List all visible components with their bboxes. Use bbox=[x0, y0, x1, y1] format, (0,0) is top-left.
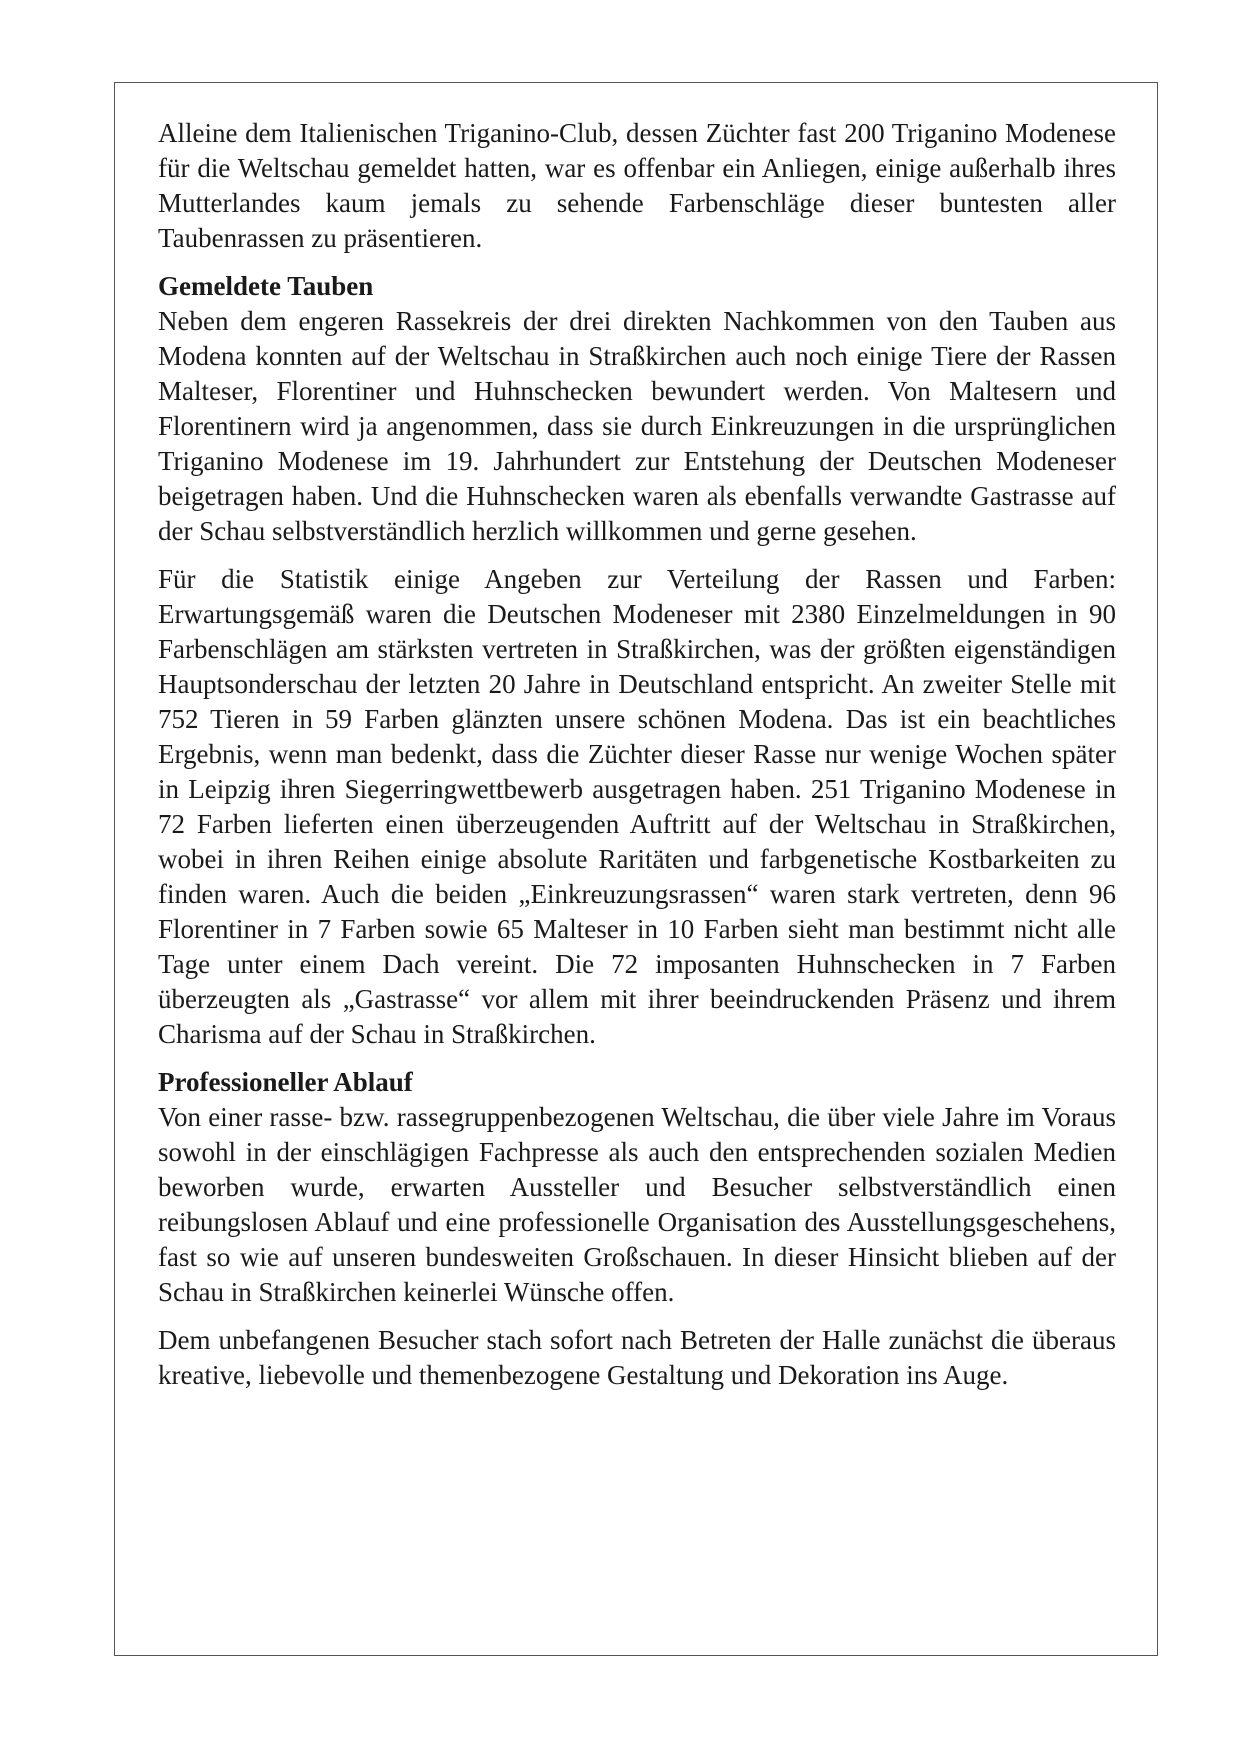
body-paragraph: Von einer rasse- bzw. rassegruppenbezogenen Weltschau, die über viele Jahre im Voraus sowohl in der einschlägigen Fachpresse als auch den entsprechenden sozialen Medien beworben wurde, erwarten Aussteller und Besucher selbstverständlich einen reibungslosen Ablauf und eine professionelle Organisation des Ausstellungsgeschehens, fast so wie auf unseren bundesweiten Großschauen. In dieser Hinsicht blieben auf der Schau in Straßkirchen keinerlei Wünsche offen. bbox=[158, 1102, 1116, 1307]
section-heading: Professioneller Ablauf bbox=[158, 1067, 413, 1097]
statistics-paragraph: Für die Statistik einige Angeben zur Verteilung der Rassen und Farben: Erwartungsgemäß waren die Deutschen Modeneser mit 2380 Einzelmeldungen in 90 Farbenschlägen am stärksten vertreten in Straßkirchen, was der größten eigenständigen Hauptsonderschau der letzten 20 Jahre in Deutschland entspricht. An zweiter Stelle mit 752 Tieren in 59 Farben glänzten unsere schönen Modena. Das ist ein beachtliches Ergebnis, wenn man bedenkt, dass die Züchter dieser Rasse nur wenige Wochen später in Leipzig ihren Siegerringwettbewerb ausgetragen haben. 251 Triganino Modenese in 72 Farben lieferten einen überzeugenden Auftritt auf der Weltschau in Straßkirchen, wobei in ihren Reihen einige absolute Raritäten und farbgenetische Kostbarkeiten zu finden waren. Auch die beiden „Einkreuzungsrassen“ waren stark vertreten, denn 96 Florentiner in 7 Farben sowie 65 Malteser in 10 Farben sieht man bestimmt nicht alle Tage unter einem Dach vereint. Die 72 imposanten Huhnschecken in 7 Farben überzeugten als „Gastrasse“ vor allem mit ihrer beeindruckenden Präsenz und ihrem Charisma auf der Schau in Straßkirchen. bbox=[158, 564, 1116, 1049]
intro-paragraph: Alleine dem Italienischen Triganino-Club, dessen Züchter fast 200 Triganino Modenese für die Weltschau gemeldet hatten, war es offenbar ein Anliegen, einige außerhalb ihres Mutterlandes kaum jemals zu sehende Farbenschläge dieser buntesten aller Taubenrassen zu präsentieren. bbox=[158, 118, 1116, 253]
section-gemeldete-tauben bbox=[158, 269, 1116, 1052]
section-professioneller-ablauf bbox=[158, 1065, 1116, 1393]
body-paragraph: Dem unbefangenen Besucher stach sofort nach Betreten der Halle zunächst die überaus kreative, liebevolle und themenbezogene Gestaltung und Dekoration ins Auge. bbox=[158, 1325, 1116, 1390]
body-paragraph: Neben dem engeren Rassekreis der drei direkten Nachkommen von den Tauben aus Modena konnten auf der Weltschau in Straßkirchen auch noch einige Tiere der Rassen Malteser, Florentiner und Huhnschecken bewundert werden. Von Maltesern und Florentinern wird ja angenommen, dass sie durch Einkreuzungen in die ursprünglichen Triganino Modenese im 19. Jahrhundert zur Entstehung der Deutschen Modeneser beigetragen haben. Und die Huhnschecken waren als ebenfalls verwandte Gastrasse auf der Schau selbstverständlich herzlich willkommen und gerne gesehen. bbox=[158, 306, 1116, 546]
section-heading: Gemeldete Tauben bbox=[158, 271, 374, 301]
document-body bbox=[158, 116, 1116, 1406]
